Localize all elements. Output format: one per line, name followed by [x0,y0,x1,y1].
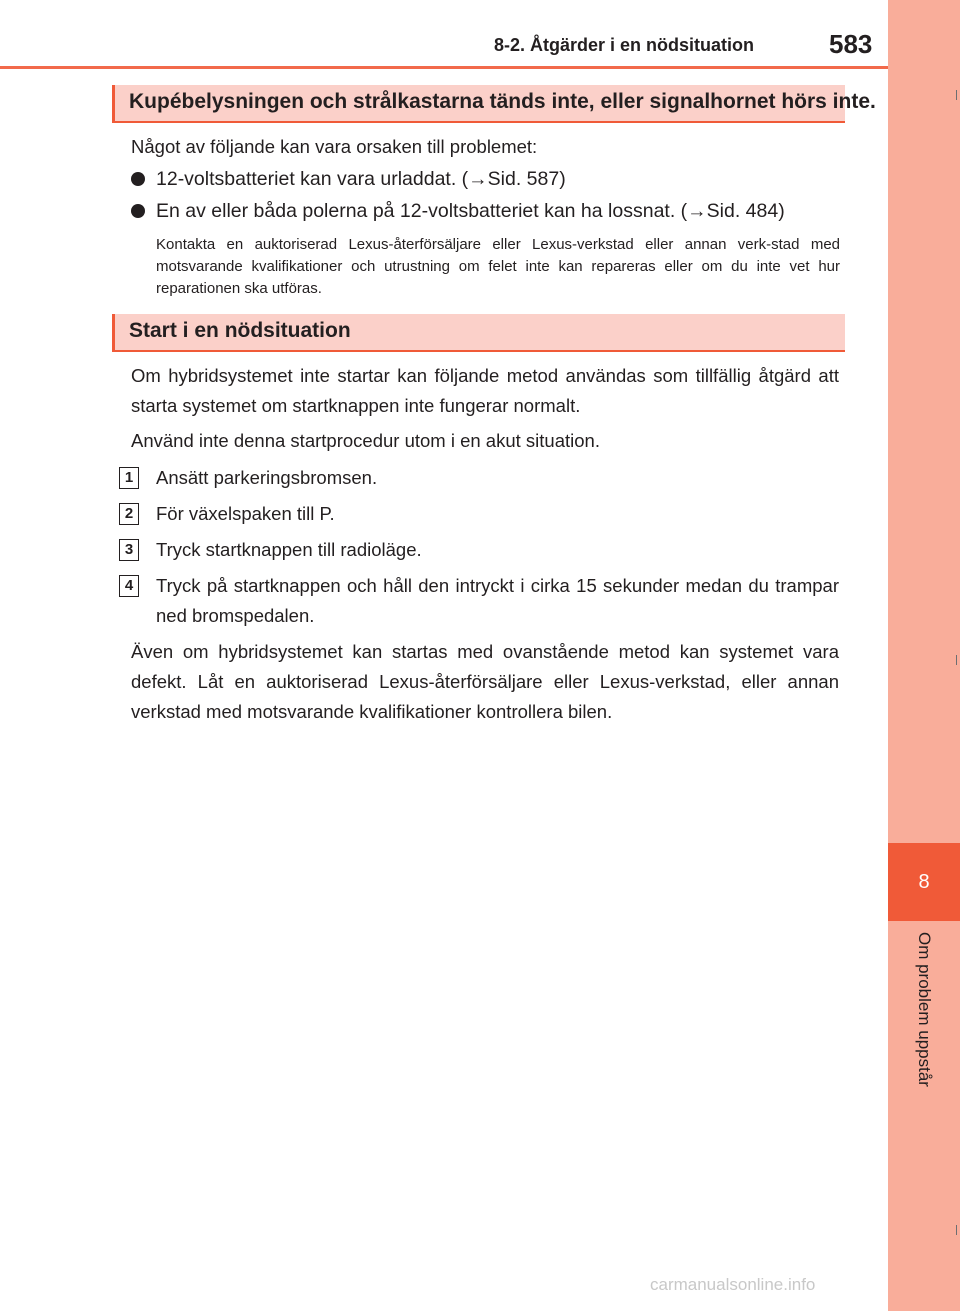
list-item-text: En av eller båda polerna på 12-voltsbatteriet kan ha lossnat. (→Sid. 484) [156,200,785,222]
chapter-number-badge[interactable]: 8 [888,843,960,921]
chapter-side-title[interactable] [888,932,960,1122]
step-number: 2 [119,503,139,525]
step-number: 3 [119,539,139,561]
section-heading-bar [112,314,845,352]
warning-text: Använd inte denna startprocedur utom i en akut situation. [131,430,600,451]
step-text: Tryck startknappen till radioläge. [156,539,422,560]
bullet-icon [131,172,145,186]
note-paragraph: Kontakta en auktoriserad Lexus-återförsäljare eller Lexus-verkstad eller annan verk-stad med motsvarande kvalifikationer och utrustning om felet inte kan repareras eller om du inte vet hur reparationen ska utföras. [156,236,840,297]
crop-mark [956,655,957,665]
bullet-icon [131,204,145,218]
chapter-title: 8-2. Åtgärder i en nödsituation [494,35,755,55]
section-heading-bar [112,85,876,123]
closing-paragraph: Även om hybridsystemet kan startas med ovanstående metod kan systemet vara defekt. Låt en auktoriserad Lexus-återförsäljare eller Lexus-verkstad, eller annan verkstad med motsvarande kvalifikationer kontrollera bilen. [131,641,839,722]
crop-mark [956,1225,957,1235]
section-heading: Kupébelysningen och strålkastarna tänds inte, eller signalhornet hörs inte. [129,90,876,113]
crop-mark [956,90,957,100]
step-number: 1 [119,467,139,489]
watermark: carmanualsonline.info [650,1275,816,1294]
header-divider [0,66,888,69]
chapter-side-title-label: Om problem uppstår [915,932,934,1087]
step-text: Ansätt parkeringsbromsen. [156,467,378,488]
step-text: Tryck på startknappen och håll den intryckt i cirka 15 sekunder medan du trampar ned bromspedalen. [156,575,839,626]
step-text: För växelspaken till P. [156,503,335,524]
page-number: 583 [829,29,873,59]
section-intro: Om hybridsystemet inte startar kan följande metod användas som tillfällig åtgärd att starta systemet om startknappen inte fungerar normalt. [131,365,839,416]
section-heading: Start i en nödsituation [129,319,351,342]
list-item-text: 12-voltsbatteriet kan vara urladdat. (→Sid. 587) [156,168,566,190]
section-intro: Något av följande kan vara orsaken till problemet: [131,136,538,157]
step-number: 4 [119,575,139,597]
